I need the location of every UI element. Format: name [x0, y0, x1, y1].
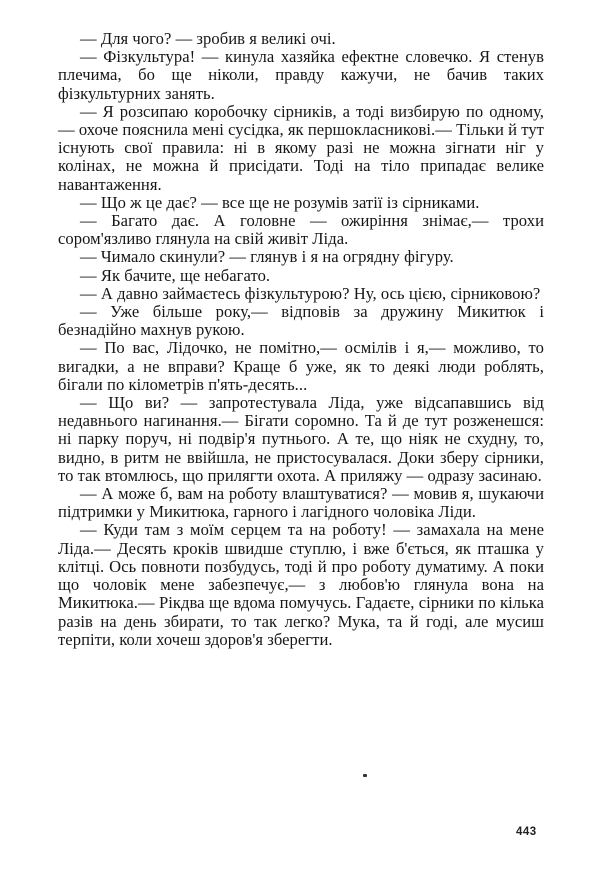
paragraph: — Для чого? — зробив я великі очі.: [80, 29, 336, 48]
paragraph: — Що ви? — запротестувала Ліда, уже відсапавшись від недавнього нагинання.— Бігати соромно. Та й де тут розженешся: ні парку поруч, ні подвір'я путнього. А те, що ніяк не схудну, то, видно, в ритм не ввійшла, не пристосувалася. Доки зберу сірники, то так втомлюсь, що прилягти охота. А приляжу — одразу засинаю.: [58, 393, 544, 485]
print-speck: [363, 774, 367, 777]
paragraph: — А може б, вам на роботу влаштуватися? — мовив я, шукаючи підтримки у Микитюка, гарного і лагідного чоловіка Ліди.: [58, 484, 544, 522]
paragraph: — По вас, Лідочко, не помітно,— осмілів і я,— можливо, то вигадки, а не вправи? Краще б уже, як то деякі люди роблять, бігали по кілометрів п'ять-десять...: [58, 338, 544, 394]
paragraph: — А давно займаєтесь фізкультурою? Ну, ось цією, сірниковою?: [80, 283, 541, 303]
paragraph: — Фізкультура! — кинула хазяйка ефектне словечко. Я стенув плечима, бо ще ніколи, правду кажучи, не бачив таких фізкультурних занять.: [58, 47, 544, 103]
paragraph: — Що ж це дає? — все ще не розумів затії із сірниками.: [80, 192, 480, 212]
paragraph: — Як бачите, ще небагато.: [80, 265, 271, 285]
paragraph: — Я розсипаю коробочку сірників, а тоді визбирую по одному,— охоче пояснила мені сусідка, як першокласникові.— Тільки й тут існують свої правила: ні в якому разі не можна зігнати ніг у колінах, не можна й присідати. Тоді на тіло припадає велике навантаження.: [58, 101, 544, 194]
book-page-text: [58, 30, 544, 649]
page-number: 443: [516, 826, 537, 838]
paragraph: — Уже більше року,— відповів за дружину Микитюк і безнадійно махнув рукою.: [58, 302, 544, 340]
paragraph: — Багато дає. А головне — ожиріння знімає,— трохи сором'язливо глянула на свій живіт Ліда.: [58, 211, 544, 249]
paragraph: — Чимало скинули? — глянув і я на огрядну фігуру.: [80, 247, 454, 267]
paragraph: — Куди там з моїм серцем та на роботу! — замахала на мене Ліда.— Десять кроків швидше ступлю, і вже б'ється, як пташка у клітці. Ось повноти позбудусь, тоді й про роботу думатиму. А поки що чоловік мене забезпечує,— з любов'ю глянула вона на Микитюка.— Рікдва ще вдома помучусь. Гадаєте, сірники по кілька разів на день збирати, то так легко? Мука, та й годі, але мусиш терпіти, коли хочеш здоров'я зберегти.: [58, 520, 544, 649]
